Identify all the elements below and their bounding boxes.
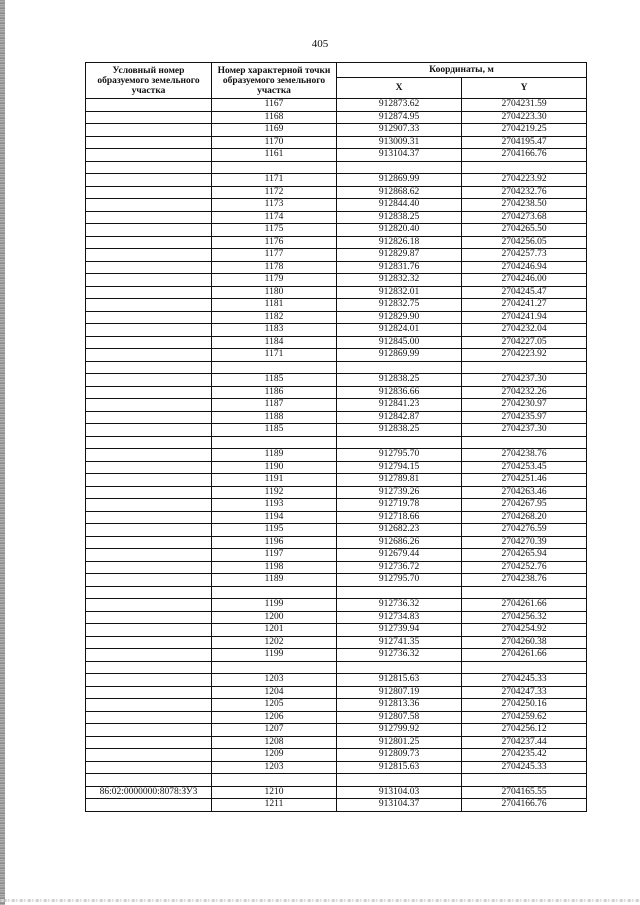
x-coordinate-cell: 912686.26 bbox=[337, 536, 462, 549]
page-number: 405 bbox=[311, 38, 329, 50]
table-row bbox=[86, 161, 587, 174]
x-coordinate-cell: 912736.72 bbox=[337, 561, 462, 574]
y-coordinate-cell: 2704231.59 bbox=[462, 99, 587, 112]
x-coordinate-cell: 913104.03 bbox=[337, 786, 462, 799]
y-coordinate-cell: 2704232.04 bbox=[462, 324, 587, 337]
parcel-number-cell bbox=[86, 749, 212, 762]
x-coordinate-cell: 913009.31 bbox=[337, 136, 462, 149]
point-number-cell: 1199 bbox=[212, 649, 337, 662]
table-row bbox=[86, 386, 587, 399]
point-number-cell: 1185 bbox=[212, 424, 337, 437]
point-number-cell: 1195 bbox=[212, 524, 337, 537]
x-coordinate-cell: 912679.44 bbox=[337, 549, 462, 562]
table-row bbox=[86, 299, 587, 312]
x-coordinate-cell: 912741.35 bbox=[337, 636, 462, 649]
y-coordinate-cell: 2704166.76 bbox=[462, 799, 587, 812]
x-coordinate-cell bbox=[337, 161, 462, 174]
point-number-cell bbox=[212, 161, 337, 174]
x-coordinate-cell: 912801.25 bbox=[337, 736, 462, 749]
table-row bbox=[86, 686, 587, 699]
parcel-number-cell bbox=[86, 386, 212, 399]
parcel-number-cell bbox=[86, 249, 212, 262]
point-number-cell: 1194 bbox=[212, 511, 337, 524]
y-coordinate-cell bbox=[462, 661, 587, 674]
parcel-number-cell bbox=[86, 599, 212, 612]
parcel-number-cell bbox=[86, 549, 212, 562]
point-number-cell: 1200 bbox=[212, 611, 337, 624]
y-coordinate-cell: 2704238.76 bbox=[462, 574, 587, 587]
point-number-cell: 1183 bbox=[212, 324, 337, 337]
y-coordinate-cell: 2704250.16 bbox=[462, 699, 587, 712]
point-number-cell: 1207 bbox=[212, 724, 337, 737]
x-coordinate-cell bbox=[337, 361, 462, 374]
table-row bbox=[86, 599, 587, 612]
point-number-cell: 1171 bbox=[212, 349, 337, 362]
parcel-number-cell bbox=[86, 661, 212, 674]
table-row bbox=[86, 736, 587, 749]
table-row bbox=[86, 674, 587, 687]
table-row bbox=[86, 274, 587, 287]
table-row bbox=[86, 624, 587, 637]
parcel-number-cell bbox=[86, 436, 212, 449]
parcel-number-cell bbox=[86, 649, 212, 662]
y-coordinate-cell: 2704261.66 bbox=[462, 599, 587, 612]
parcel-number-cell bbox=[86, 199, 212, 212]
x-coordinate-cell: 912874.95 bbox=[337, 111, 462, 124]
table-row bbox=[86, 286, 587, 299]
y-coordinate-cell: 2704245.47 bbox=[462, 286, 587, 299]
y-coordinate-cell: 2704252.76 bbox=[462, 561, 587, 574]
table-row bbox=[86, 636, 587, 649]
x-coordinate-cell: 912824.01 bbox=[337, 324, 462, 337]
table-row bbox=[86, 611, 587, 624]
parcel-number-cell bbox=[86, 311, 212, 324]
scan-edge-artifact bbox=[0, 0, 5, 905]
table-row bbox=[86, 536, 587, 549]
y-coordinate-cell bbox=[462, 361, 587, 374]
y-coordinate-cell: 2704260.38 bbox=[462, 636, 587, 649]
point-number-cell: 1177 bbox=[212, 249, 337, 262]
point-number-cell: 1211 bbox=[212, 799, 337, 812]
point-number-cell bbox=[212, 436, 337, 449]
y-coordinate-cell: 2704165.55 bbox=[462, 786, 587, 799]
y-coordinate-cell: 2704195.47 bbox=[462, 136, 587, 149]
x-coordinate-cell: 912739.94 bbox=[337, 624, 462, 637]
table-row bbox=[86, 149, 587, 162]
point-number-cell: 1197 bbox=[212, 549, 337, 562]
y-coordinate-cell: 2704256.05 bbox=[462, 236, 587, 249]
table-row bbox=[86, 249, 587, 262]
point-number-cell: 1203 bbox=[212, 674, 337, 687]
table-row bbox=[86, 774, 587, 787]
table-row bbox=[86, 224, 587, 237]
table-row bbox=[86, 186, 587, 199]
table-row bbox=[86, 236, 587, 249]
y-coordinate-cell: 2704273.68 bbox=[462, 211, 587, 224]
x-coordinate-cell: 912795.70 bbox=[337, 449, 462, 462]
point-number-cell: 1199 bbox=[212, 599, 337, 612]
y-coordinate-cell: 2704251.46 bbox=[462, 474, 587, 487]
parcel-number-cell bbox=[86, 174, 212, 187]
y-coordinate-cell: 2704237.30 bbox=[462, 374, 587, 387]
parcel-number-cell bbox=[86, 99, 212, 112]
y-coordinate-cell: 2704246.00 bbox=[462, 274, 587, 287]
scan-bottom-artifact bbox=[0, 899, 640, 902]
parcel-number-cell bbox=[86, 461, 212, 474]
x-coordinate-cell: 913104.37 bbox=[337, 799, 462, 812]
y-coordinate-cell: 2704267.95 bbox=[462, 499, 587, 512]
point-number-cell: 1180 bbox=[212, 286, 337, 299]
y-coordinate-cell: 2704219.25 bbox=[462, 124, 587, 137]
y-coordinate-cell: 2704232.76 bbox=[462, 186, 587, 199]
x-coordinate-cell: 912829.90 bbox=[337, 311, 462, 324]
table-body bbox=[86, 99, 587, 812]
x-coordinate-cell: 912815.63 bbox=[337, 674, 462, 687]
y-coordinate-cell bbox=[462, 586, 587, 599]
header-point-number: Номер характерной точки образуемого земельного участка bbox=[212, 63, 337, 99]
point-number-cell bbox=[212, 586, 337, 599]
point-number-cell: 1171 bbox=[212, 174, 337, 187]
table-row bbox=[86, 411, 587, 424]
point-number-cell bbox=[212, 361, 337, 374]
table-row bbox=[86, 99, 587, 112]
y-coordinate-cell: 2704259.62 bbox=[462, 711, 587, 724]
y-coordinate-cell: 2704261.66 bbox=[462, 649, 587, 662]
point-number-cell: 1179 bbox=[212, 274, 337, 287]
parcel-number-cell: 86:02:0000000:8078:ЗУ3 bbox=[86, 786, 212, 799]
point-number-cell: 1201 bbox=[212, 624, 337, 637]
y-coordinate-cell: 2704256.12 bbox=[462, 724, 587, 737]
parcel-number-cell bbox=[86, 324, 212, 337]
parcel-number-cell bbox=[86, 399, 212, 412]
point-number-cell: 1181 bbox=[212, 299, 337, 312]
parcel-number-cell bbox=[86, 349, 212, 362]
parcel-number-cell bbox=[86, 511, 212, 524]
y-coordinate-cell: 2704265.50 bbox=[462, 224, 587, 237]
parcel-number-cell bbox=[86, 161, 212, 174]
table-row bbox=[86, 711, 587, 724]
y-coordinate-cell: 2704237.44 bbox=[462, 736, 587, 749]
parcel-number-cell bbox=[86, 336, 212, 349]
point-number-cell: 1208 bbox=[212, 736, 337, 749]
x-coordinate-cell: 912845.00 bbox=[337, 336, 462, 349]
point-number-cell: 1167 bbox=[212, 99, 337, 112]
y-coordinate-cell: 2704232.26 bbox=[462, 386, 587, 399]
parcel-number-cell bbox=[86, 574, 212, 587]
x-coordinate-cell: 912719.78 bbox=[337, 499, 462, 512]
point-number-cell: 1185 bbox=[212, 374, 337, 387]
table-row bbox=[86, 361, 587, 374]
table-row bbox=[86, 111, 587, 124]
y-coordinate-cell: 2704245.33 bbox=[462, 674, 587, 687]
point-number-cell: 1206 bbox=[212, 711, 337, 724]
point-number-cell: 1210 bbox=[212, 786, 337, 799]
table-row bbox=[86, 174, 587, 187]
point-number-cell: 1189 bbox=[212, 449, 337, 462]
y-coordinate-cell: 2704257.73 bbox=[462, 249, 587, 262]
header-y: Y bbox=[462, 78, 587, 99]
x-coordinate-cell: 912907.33 bbox=[337, 124, 462, 137]
parcel-number-cell bbox=[86, 124, 212, 137]
table-row bbox=[86, 561, 587, 574]
x-coordinate-cell: 912789.81 bbox=[337, 474, 462, 487]
table-row bbox=[86, 524, 587, 537]
x-coordinate-cell: 912718.66 bbox=[337, 511, 462, 524]
parcel-number-cell bbox=[86, 536, 212, 549]
parcel-number-cell bbox=[86, 586, 212, 599]
parcel-number-cell bbox=[86, 236, 212, 249]
y-coordinate-cell: 2704247.33 bbox=[462, 686, 587, 699]
x-coordinate-cell: 912869.99 bbox=[337, 349, 462, 362]
parcel-number-cell bbox=[86, 224, 212, 237]
table-row bbox=[86, 211, 587, 224]
y-coordinate-cell: 2704238.50 bbox=[462, 199, 587, 212]
parcel-number-cell bbox=[86, 136, 212, 149]
coordinates-table bbox=[85, 62, 587, 812]
y-coordinate-cell: 2704238.76 bbox=[462, 449, 587, 462]
parcel-number-cell bbox=[86, 561, 212, 574]
x-coordinate-cell: 912736.32 bbox=[337, 649, 462, 662]
point-number-cell: 1193 bbox=[212, 499, 337, 512]
point-number-cell: 1205 bbox=[212, 699, 337, 712]
table-row bbox=[86, 761, 587, 774]
point-number-cell: 1209 bbox=[212, 749, 337, 762]
table-row bbox=[86, 349, 587, 362]
parcel-number-cell bbox=[86, 611, 212, 624]
table-row bbox=[86, 124, 587, 137]
table-row bbox=[86, 424, 587, 437]
point-number-cell bbox=[212, 774, 337, 787]
y-coordinate-cell: 2704166.76 bbox=[462, 149, 587, 162]
x-coordinate-cell: 912826.18 bbox=[337, 236, 462, 249]
table-row bbox=[86, 786, 587, 799]
point-number-cell: 1188 bbox=[212, 411, 337, 424]
parcel-number-cell bbox=[86, 799, 212, 812]
x-coordinate-cell: 912841.23 bbox=[337, 399, 462, 412]
point-number-cell: 1184 bbox=[212, 336, 337, 349]
x-coordinate-cell: 912836.66 bbox=[337, 386, 462, 399]
x-coordinate-cell: 912739.26 bbox=[337, 486, 462, 499]
x-coordinate-cell: 912844.40 bbox=[337, 199, 462, 212]
x-coordinate-cell: 912838.25 bbox=[337, 374, 462, 387]
y-coordinate-cell: 2704245.33 bbox=[462, 761, 587, 774]
table-row bbox=[86, 199, 587, 212]
table-row bbox=[86, 724, 587, 737]
point-number-cell: 1191 bbox=[212, 474, 337, 487]
table-row bbox=[86, 799, 587, 812]
x-coordinate-cell: 913104.37 bbox=[337, 149, 462, 162]
point-number-cell: 1178 bbox=[212, 261, 337, 274]
table-row bbox=[86, 586, 587, 599]
parcel-number-cell bbox=[86, 686, 212, 699]
parcel-number-cell bbox=[86, 736, 212, 749]
point-number-cell: 1172 bbox=[212, 186, 337, 199]
x-coordinate-cell: 912873.62 bbox=[337, 99, 462, 112]
table-row bbox=[86, 136, 587, 149]
x-coordinate-cell: 912794.15 bbox=[337, 461, 462, 474]
parcel-number-cell bbox=[86, 186, 212, 199]
parcel-number-cell bbox=[86, 486, 212, 499]
x-coordinate-cell bbox=[337, 774, 462, 787]
y-coordinate-cell: 2704235.42 bbox=[462, 749, 587, 762]
point-number-cell: 1196 bbox=[212, 536, 337, 549]
table-header bbox=[86, 63, 587, 99]
parcel-number-cell bbox=[86, 211, 212, 224]
table-row bbox=[86, 261, 587, 274]
table-row bbox=[86, 511, 587, 524]
x-coordinate-cell: 912832.75 bbox=[337, 299, 462, 312]
parcel-number-cell bbox=[86, 624, 212, 637]
table-row bbox=[86, 499, 587, 512]
header-coordinates: Координаты, м bbox=[337, 63, 587, 78]
x-coordinate-cell: 912838.25 bbox=[337, 424, 462, 437]
table-row bbox=[86, 661, 587, 674]
x-coordinate-cell: 912831.76 bbox=[337, 261, 462, 274]
table-row bbox=[86, 336, 587, 349]
point-number-cell: 1175 bbox=[212, 224, 337, 237]
parcel-number-cell bbox=[86, 274, 212, 287]
x-coordinate-cell: 912832.32 bbox=[337, 274, 462, 287]
x-coordinate-cell: 912813.36 bbox=[337, 699, 462, 712]
x-coordinate-cell: 912734.83 bbox=[337, 611, 462, 624]
parcel-number-cell bbox=[86, 674, 212, 687]
table-row bbox=[86, 311, 587, 324]
point-number-cell: 1192 bbox=[212, 486, 337, 499]
table-row bbox=[86, 374, 587, 387]
x-coordinate-cell: 912809.73 bbox=[337, 749, 462, 762]
point-number-cell: 1173 bbox=[212, 199, 337, 212]
table-row bbox=[86, 436, 587, 449]
point-number-cell: 1204 bbox=[212, 686, 337, 699]
y-coordinate-cell: 2704223.92 bbox=[462, 349, 587, 362]
parcel-number-cell bbox=[86, 524, 212, 537]
point-number-cell: 1203 bbox=[212, 761, 337, 774]
point-number-cell: 1182 bbox=[212, 311, 337, 324]
y-coordinate-cell: 2704276.59 bbox=[462, 524, 587, 537]
y-coordinate-cell: 2704223.30 bbox=[462, 111, 587, 124]
parcel-number-cell bbox=[86, 711, 212, 724]
y-coordinate-cell: 2704270.39 bbox=[462, 536, 587, 549]
table-row bbox=[86, 549, 587, 562]
parcel-number-cell bbox=[86, 724, 212, 737]
y-coordinate-cell: 2704268.20 bbox=[462, 511, 587, 524]
parcel-number-cell bbox=[86, 636, 212, 649]
x-coordinate-cell bbox=[337, 661, 462, 674]
x-coordinate-cell: 912815.63 bbox=[337, 761, 462, 774]
parcel-number-cell bbox=[86, 411, 212, 424]
y-coordinate-cell: 2704253.45 bbox=[462, 461, 587, 474]
parcel-number-cell bbox=[86, 499, 212, 512]
x-coordinate-cell: 912832.01 bbox=[337, 286, 462, 299]
x-coordinate-cell: 912807.58 bbox=[337, 711, 462, 724]
parcel-number-cell bbox=[86, 286, 212, 299]
x-coordinate-cell bbox=[337, 586, 462, 599]
point-number-cell: 1168 bbox=[212, 111, 337, 124]
parcel-number-cell bbox=[86, 261, 212, 274]
y-coordinate-cell: 2704241.94 bbox=[462, 311, 587, 324]
x-coordinate-cell: 912799.92 bbox=[337, 724, 462, 737]
y-coordinate-cell: 2704246.94 bbox=[462, 261, 587, 274]
table-row bbox=[86, 486, 587, 499]
y-coordinate-cell bbox=[462, 436, 587, 449]
y-coordinate-cell: 2704265.94 bbox=[462, 549, 587, 562]
point-number-cell: 1161 bbox=[212, 149, 337, 162]
table-row bbox=[86, 699, 587, 712]
point-number-cell: 1170 bbox=[212, 136, 337, 149]
parcel-number-cell bbox=[86, 699, 212, 712]
point-number-cell bbox=[212, 661, 337, 674]
x-coordinate-cell: 912838.25 bbox=[337, 211, 462, 224]
y-coordinate-cell bbox=[462, 774, 587, 787]
x-coordinate-cell: 912736.32 bbox=[337, 599, 462, 612]
parcel-number-cell bbox=[86, 474, 212, 487]
point-number-cell: 1186 bbox=[212, 386, 337, 399]
y-coordinate-cell bbox=[462, 161, 587, 174]
x-coordinate-cell: 912829.87 bbox=[337, 249, 462, 262]
table-row bbox=[86, 474, 587, 487]
x-coordinate-cell: 912682.23 bbox=[337, 524, 462, 537]
y-coordinate-cell: 2704256.32 bbox=[462, 611, 587, 624]
table-row bbox=[86, 399, 587, 412]
parcel-number-cell bbox=[86, 361, 212, 374]
point-number-cell: 1176 bbox=[212, 236, 337, 249]
parcel-number-cell bbox=[86, 111, 212, 124]
x-coordinate-cell: 912842.87 bbox=[337, 411, 462, 424]
point-number-cell: 1174 bbox=[212, 211, 337, 224]
point-number-cell: 1169 bbox=[212, 124, 337, 137]
table-row bbox=[86, 461, 587, 474]
parcel-number-cell bbox=[86, 424, 212, 437]
point-number-cell: 1189 bbox=[212, 574, 337, 587]
x-coordinate-cell: 912868.62 bbox=[337, 186, 462, 199]
point-number-cell: 1187 bbox=[212, 399, 337, 412]
y-coordinate-cell: 2704237.30 bbox=[462, 424, 587, 437]
y-coordinate-cell: 2704263.46 bbox=[462, 486, 587, 499]
y-coordinate-cell: 2704241.27 bbox=[462, 299, 587, 312]
point-number-cell: 1190 bbox=[212, 461, 337, 474]
y-coordinate-cell: 2704223.92 bbox=[462, 174, 587, 187]
y-coordinate-cell: 2704254.92 bbox=[462, 624, 587, 637]
table-row bbox=[86, 449, 587, 462]
y-coordinate-cell: 2704235.97 bbox=[462, 411, 587, 424]
table-row bbox=[86, 324, 587, 337]
parcel-number-cell bbox=[86, 374, 212, 387]
header-parcel-number: Условный номер образуемого земельного участка bbox=[86, 63, 212, 99]
x-coordinate-cell: 912820.40 bbox=[337, 224, 462, 237]
parcel-number-cell bbox=[86, 299, 212, 312]
table-row bbox=[86, 649, 587, 662]
x-coordinate-cell bbox=[337, 436, 462, 449]
parcel-number-cell bbox=[86, 761, 212, 774]
table-row bbox=[86, 574, 587, 587]
parcel-number-cell bbox=[86, 449, 212, 462]
x-coordinate-cell: 912869.99 bbox=[337, 174, 462, 187]
table-row bbox=[86, 749, 587, 762]
parcel-number-cell bbox=[86, 774, 212, 787]
x-coordinate-cell: 912795.70 bbox=[337, 574, 462, 587]
y-coordinate-cell: 2704227.05 bbox=[462, 336, 587, 349]
point-number-cell: 1198 bbox=[212, 561, 337, 574]
x-coordinate-cell: 912807.19 bbox=[337, 686, 462, 699]
point-number-cell: 1202 bbox=[212, 636, 337, 649]
header-x: X bbox=[337, 78, 462, 99]
parcel-number-cell bbox=[86, 149, 212, 162]
y-coordinate-cell: 2704230.97 bbox=[462, 399, 587, 412]
